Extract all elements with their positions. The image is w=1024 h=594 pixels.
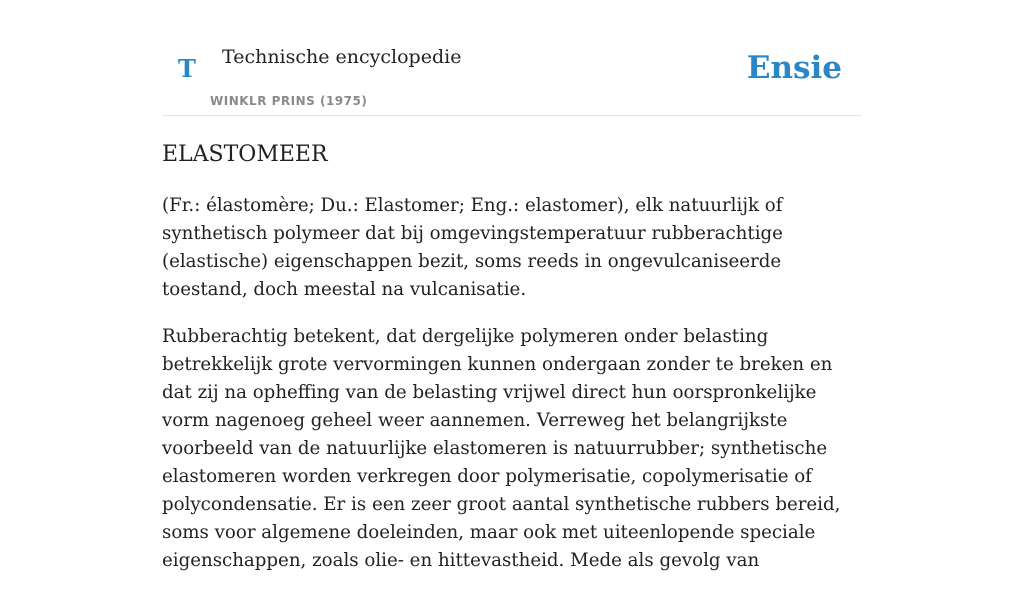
book-title[interactable]: Technische encyclopedie (222, 46, 462, 68)
book-header (162, 40, 862, 116)
article-paragraph: Rubberachtig betekent, dat dergelijke polymeren onder belasting betrekkelijk grote vervormingen kunnen ondergaan zonder te breken en dat zij na opheffing van de belasting vrijwel direct hun oorspronkelijke vorm nagenoeg geheel weer aannemen. Verreweg het belangrijkste voorbeeld van de natuurlijke elastomeren is natuurrubber; synthetische elastomeren worden verkregen door polymerisatie, copolymerisatie of polycondensatie. Er is een zeer groot aantal synthetische rubbers bereid, soms voor algemene doeleinden, maar ook met uiteenlopende speciale eigenschappen, zoals olie- en hittevastheid. Mede als gevolg van (162, 326, 841, 571)
article-headword: ELASTOMEER (162, 142, 328, 167)
book-source: WINKLR PRINS (1975) (210, 94, 368, 108)
article-paragraph: (Fr.: élastomère; Du.: Elastomer; Eng.: elastomer), elk natuurlijk of synthetisch polymeer dat bij omgevingstemperatuur rubberachtige (elastische) eigenschappen bezit, soms reeds in ongevulcaniseerde toestand, doch meestal na vulcanisatie. (162, 195, 783, 300)
book-logo[interactable]: T (178, 54, 196, 83)
article (162, 138, 864, 594)
brand-logo[interactable]: Ensie (746, 50, 842, 86)
